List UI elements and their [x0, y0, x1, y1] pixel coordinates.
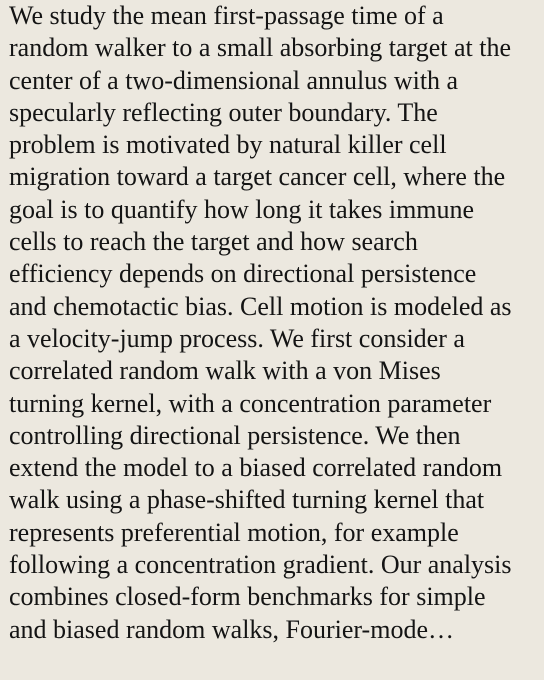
- abstract-line: turning kernel, with a concentration parameter: [9, 388, 492, 418]
- abstract-line: migration toward a target cancer cell, where the: [9, 162, 506, 192]
- abstract-line: efficiency depends on directional persistence: [9, 259, 477, 289]
- abstract-line: and biased random walks, Fourier-mode…: [9, 614, 454, 644]
- abstract-line: random walker to a small absorbing target at the: [9, 33, 512, 63]
- abstract-line: a velocity-jump process. We first consider a: [9, 323, 465, 353]
- abstract-line: cells to reach the target and how search: [9, 227, 418, 257]
- abstract-line: walk using a phase-shifted turning kernel that: [9, 485, 485, 515]
- abstract-line: goal is to quantify how long it takes immune: [9, 194, 475, 224]
- abstract-line: extend the model to a biased correlated random: [9, 453, 503, 483]
- abstract-line: represents preferential motion, for example: [9, 517, 459, 547]
- abstract-line: combines closed-form benchmarks for simple: [9, 582, 486, 612]
- abstract-line: center of a two-dimensional annulus with a: [9, 65, 459, 95]
- abstract-line: correlated random walk with a von Mises: [9, 356, 441, 386]
- abstract-line: specularly reflecting outer boundary. The: [9, 97, 438, 127]
- abstract-line: We study the mean first-passage time of a: [9, 1, 444, 30]
- abstract-line: controlling directional persistence. We then: [9, 420, 461, 450]
- abstract-line: following a concentration gradient. Our analysis: [9, 550, 512, 580]
- abstract-text: [9, 0, 539, 646]
- abstract-line: and chemotactic bias. Cell motion is modeled as: [9, 291, 512, 321]
- abstract-line: problem is motivated by natural killer cell: [9, 130, 447, 160]
